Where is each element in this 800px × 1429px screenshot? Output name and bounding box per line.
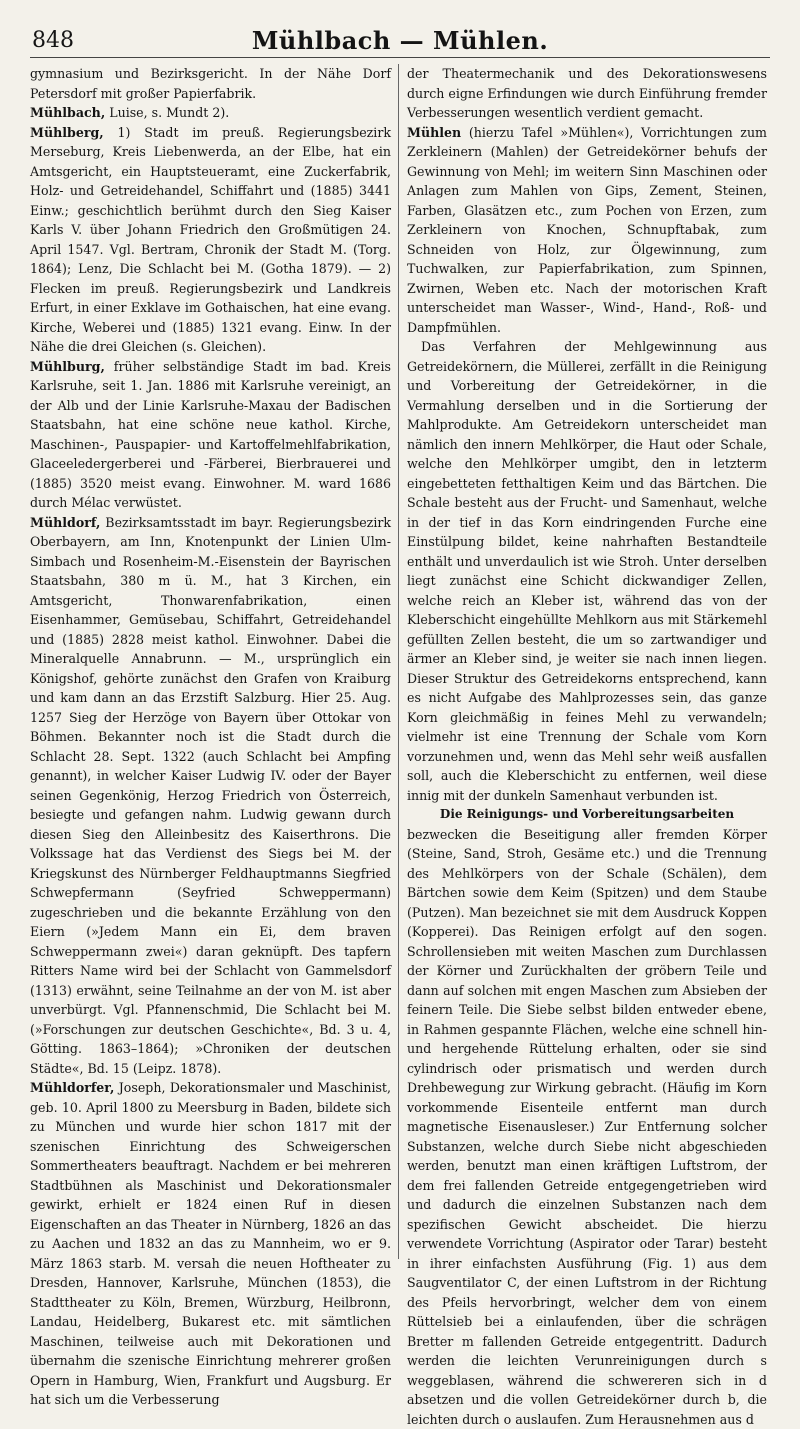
entry-text: 1) Stadt im preuß. Regierungsbezirk Merseburg, Kreis Liebenwerda, an der Elbe, hat ein Amtsgericht, ein Hauptsteueramt, eine Zuckerfabrik, Holz- und Getreidehandel, Schiffahrt und (1885) 3441 Einw.; geschichtlich berühmt durch den Sieg Kaiser Karls V. über Johann Friedrich den Großmütigen 24. April 1547. Vgl. Bertram, Chronik der Stadt M. (Torg. 1864); Lenz, Die Schlacht bei M. (Gotha 1879). — 2) Flecken im preuß. Regierungsbezirk und Landkreis Erfurt, in einer Exklave im Gothaischen, hat eine evang. Kirche, Weberei und (1885) 1321 evang. Einw. In der Nähe die drei Gleichen (s. Gleichen).	[30, 125, 391, 355]
entry-paragraph	[407, 825, 767, 1429]
entry-text: (hierzu Tafel »Mühlen«), Vorrichtungen zum Zerkleinern (Mahlen) der Getreidekörner behufs der Gewinnung von Mehl; im weitern Sinn Maschinen oder Anlagen zum Mahlen von Gips, Zement, Steinen, Farben, Glasätzen etc., zum Pochen von Erzen, zum Zerkleinern von Knochen, Schnupftabak, zum Schneiden von Holz, zur Ölgewinnung, zum Tuchwalken, zur Papierfabrikation, zum Spinnen, Zwirnen, Weben etc. Nach der motorischen Kraft unterscheidet man Wasser-, Wind-, Hand-, Roß- und Dampfmühlen.	[407, 125, 767, 335]
entry-headword: Mühlburg,	[30, 359, 105, 374]
entry-text: Das Verfahren der Mehlgewinnung aus Getreidekörnern, die Müllerei, zerfällt in die Reinigung und Vorbereitung der Getreidekörner, in die Vermahlung derselben und in die Sortierung der Mahlprodukte. Am Getreidekorn unterscheidet man nämlich den innern Mehlkörper, die Haut oder Schale, welche den Mehlkörper umgibt, den in letzterm eingebetteten fetthaltigen Keim und das Bärtchen. Die Schale besteht aus der Frucht- und Samenhaut, welche in der tief in das Korn eindringenden Furche eine Einstülpung bildet, keine nahrhaften Bestandteile enthält und unverdaulich ist wie Stroh. Unter derselben liegt zunächst eine Schicht dickwandiger Zellen, welche reich an Kleber ist, während das von der Kleberschicht eingehüllte Mehlkorn aus mit Stärkemehl gefüllten Zellen besteht, die um so zartwandiger und ärmer an Kleber sind, je weiter sie nach innen liegen. Dieser Struktur des Getreidekorns entsprechend, kann es nicht Aufgabe des Mahlprozesses sein, das ganze Korn gleichmäßig in feines Mehl zu verwandeln; vielmehr ist eine Trennung der Schale vom Korn vorzunehmen und, wenn das Mehl sehr weiß ausfallen soll, auch die Kleberschicht zu entfernen, weil diese innig mit der dunkeln Samenhaut verbunden ist.	[407, 339, 767, 803]
entry-text: früher selbständige Stadt im bad. Kreis Karlsruhe, seit 1. Jan. 1886 mit Karlsruhe vereinigt, an der Alb und der Linie Karlsruhe-Maxau der Badischen Staatsbahn, hat eine schöne neue kathol. Kirche, Maschinen-, Pauspapier- und Kartoffelmehlfabrikation, Glaceeledergerberei und -Färberei, Bierbrauerei und (1885) 3520 meist evang. Einwohner. M. ward 1686 durch Mélac verwüstet.	[30, 359, 391, 511]
entry-paragraph	[407, 123, 767, 338]
entry-paragraph	[30, 357, 391, 513]
entry-text: gymnasium und Bezirksgericht. In der Nähe Dorf Petersdorf mit großer Papierfabrik.	[30, 66, 391, 101]
entry-headword: Mühldorfer,	[30, 1080, 114, 1095]
entry-text: Joseph, Dekorationsmaler und Maschinist, geb. 10. April 1800 zu Meersburg in Baden, bildete sich zu München und wurde hier schon 1817 mit der szenischen Einrichtung des Schweigerschen Sommertheaters beauftragt. Nachdem er bei mehreren Stadtbühnen als Maschinist und Dekorationsmaler gewirkt, erhielt er 1824 einen Ruf in diesen Eigenschaften an das Theater in Nürnberg, 1826 an das zu Aachen und 1832 an das zu Mannheim, wo er 9. März 1863 starb. M. versah die neuen Hoftheater zu Dresden, Hannover, Karlsruhe, München (1853), die Stadttheater zu Köln, Bremen, Würzburg, Heilbronn, Landau, Heidelberg, Bukarest etc. mit sämtlichen Maschinen, teilweise auch mit Dekorationen und übernahm die szenische Einrichtung mehrerer großen Opern in Hamburg, Wien, Frankfurt und Augsburg. Er hat sich um die Verbesserung	[30, 1080, 391, 1407]
entry-headword: Mühldorf,	[30, 515, 100, 530]
entry-text: bezwecken die Beseitigung aller fremden Körper (Steine, Sand, Stroh, Gesäme etc.) und die Trennung des Mehlkörpers von der Schale (Schälen), dem Bärtchen sowie dem Keim (Spitzen) und dem Staube (Putzen). Man bezeichnet sie mit dem Ausdruck Koppen (Kopperei). Das Reinigen erfolgt auf den sogen. Schrollensieben mit weiten Maschen zum Durchlassen der Körner und Zurückhalten der gröbern Teile und dann auf solchen mit engen Maschen zum Absieben der feinern Teile. Die Siebe selbst bilden entweder ebene, in Rahmen gespannte Flächen, welche eine schnell hin- und hergehende Rüttelung erhalten, oder sie sind cylindrisch oder prismatisch und werden durch Drehbewegung zur Wirkung gebracht. (Häufig im Korn vorkommende Eisenteile entfernt man durch magnetische Eisenausleser.) Zur Entfernung solcher Substanzen, welche durch Siebe nicht abgeschieden werden, benutzt man einen kräftigen Luftstrom, der dem frei fallenden Getreide entgegengetrieben wird und dadurch die einzelnen Substanzen nach dem spezifischen Gewicht abscheidet. Die hierzu verwendete Vorrichtung (Aspirator oder Tarar) besteht in ihrer einfachsten Ausführung (Fig. 1) aus dem Saugventilator C, der einen Luftstrom in der Richtung des Pfeils hervorbringt, welcher dem von einem Rüttelsieb bei a einlaufenden, über die schrägen Bretter m fallenden Getreide entgegentritt. Dadurch werden die leichten Verunreinigungen durch s weggeblasen, während die schwereren sich in d absetzen und die vollen Getreidekörner durch b, die leichten durch o auslaufen. Zum Herausnehmen aus d	[407, 827, 767, 1427]
right-column	[400, 64, 767, 1259]
entry-headword: Mühlbach,	[30, 105, 105, 120]
entry-text: Bezirksamtsstadt im bayr. Regierungsbezirk Oberbayern, am Inn, Knotenpunkt der Linien Ulm-Simbach und Rosenheim-M.-Eisenstein der Bayrischen Staatsbahn, 380 m ü. M., hat 3 Kirchen, ein Amtsgericht, Thonwarenfabrikation, einen Eisenhammer, Gemüsebau, Schiffahrt, Getreidehandel und (1885) 2828 meist kathol. Einwohner. Dabei die Mineralquelle Annabrunn. — M., ursprünglich ein Königshof, gehörte zunächst den Grafen von Kraiburg und kam dann an das Erzstift Salzburg. Hier 25. Aug. 1257 Sieg der Herzöge von Bayern über Ottokar von Böhmen. Bekannter noch ist die Stadt durch die Schlacht 28. Sept. 1322 (auch Schlacht bei Ampfing genannt), in welcher Kaiser Ludwig IV. oder der Bayer seinen Gegenkönig, Herzog Friedrich von Österreich, besiegte und gefangen nahm. Ludwig gewann durch diesen Sieg den Alleinbesitz des Kaiserthrons. Die Volkssage hat das Verdienst des Siegs bei M. der Kriegskunst des Nürnberger Feldhauptmanns Siegfried Schwepfermann (Seyfried Schweppermann) zugeschrieben und die bekannte Erzählung von den Eiern (»Jedem Mann ein Ei, dem braven Schweppermann zwei«) daran geknüpft. Des tapfern Ritters Name wird bei der Schlacht von Gammelsdorf (1313) erwähnt, seine Teilnahme an der von M. ist aber unverbürgt. Vgl. Pfannenschmid, Die Schlacht bei M. (»Forschungen zur deutschen Geschichte«, Bd. 3 u. 4, Götting. 1863–1864); »Chroniken der deutschen Städte«, Bd. 15 (Leipz. 1878).	[30, 515, 391, 1076]
entry-paragraph	[30, 123, 391, 357]
entry-paragraph	[30, 1078, 391, 1410]
page-header	[30, 18, 770, 58]
column-divider	[398, 64, 399, 1259]
entry-text: Luise, s. Mundt 2).	[105, 105, 229, 120]
page-number: 848	[32, 28, 74, 53]
section-title: Die Reinigungs- und Vorbereitungsarbeiten	[407, 805, 767, 825]
header-rule	[30, 57, 770, 58]
entry-paragraph	[30, 513, 391, 1079]
entry-paragraph	[30, 64, 391, 103]
entry-text: der Theatermechanik und des Dekorationswesens durch eigne Erfindungen wie durch Einführung fremder Verbesserungen wesentlich verdient gemacht.	[407, 66, 767, 120]
left-column	[30, 64, 397, 1259]
entry-paragraph	[30, 103, 391, 123]
entry-paragraph	[407, 64, 767, 123]
entry-paragraph	[407, 337, 767, 805]
text-columns	[30, 64, 770, 1259]
running-title: Mühlbach — Mühlen.	[30, 26, 770, 55]
entry-headword: Mühlberg,	[30, 125, 104, 140]
entry-headword: Mühlen	[407, 125, 461, 140]
